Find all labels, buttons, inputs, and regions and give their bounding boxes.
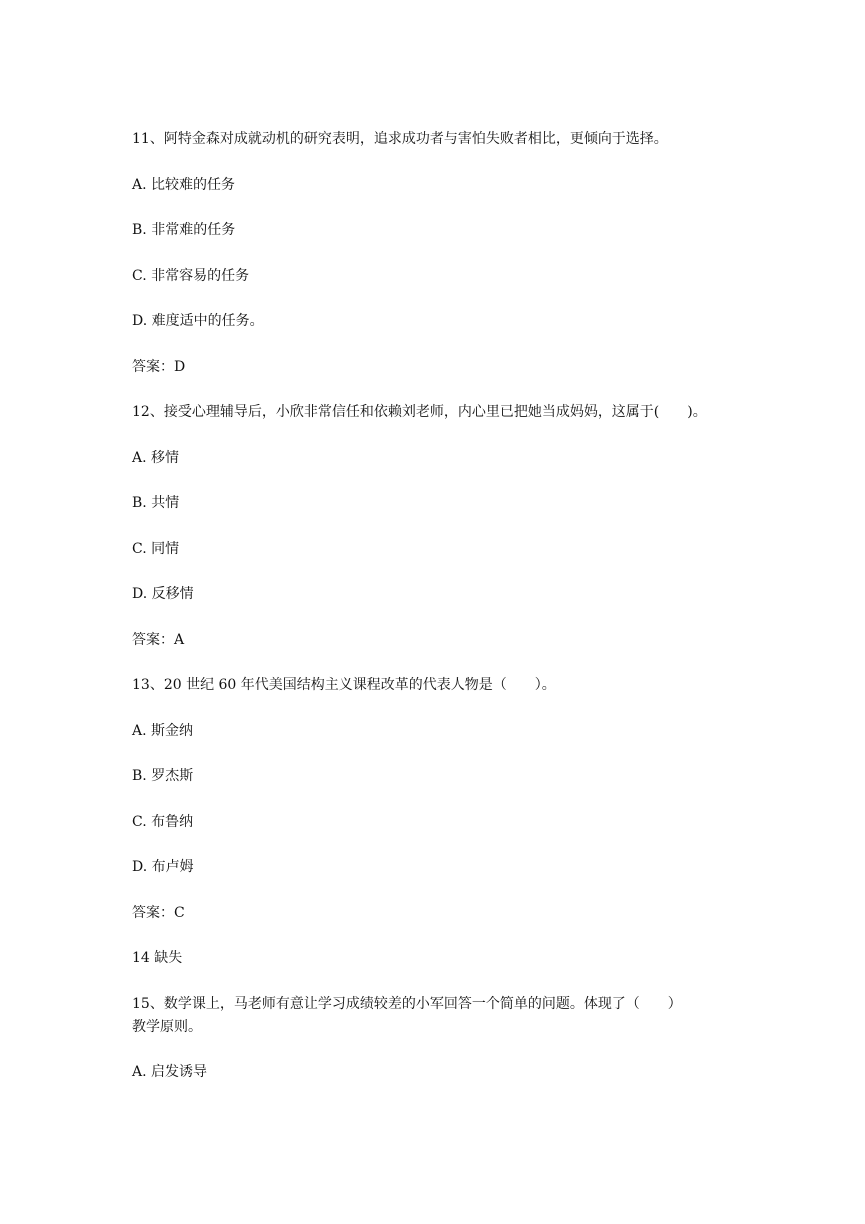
question-13-answer: 答案：C <box>132 905 185 921</box>
question-11-option-a: A. 比较难的任务 <box>132 177 236 193</box>
question-11-option-c: C. 非常容易的任务 <box>132 268 250 284</box>
question-15-stem-line-2: 教学原则。 <box>132 1019 202 1035</box>
question-11-answer: 答案：D <box>132 359 186 375</box>
question-13-option-b: B. 罗杰斯 <box>132 768 194 784</box>
question-13-option-a: A. 斯金纳 <box>132 723 194 739</box>
question-12-option-d: D. 反移情 <box>132 586 194 602</box>
question-12-answer: 答案：A <box>132 632 185 648</box>
question-13-option-d: D. 布卢姆 <box>132 859 194 875</box>
question-13-option-c: C. 布鲁纳 <box>132 814 194 830</box>
question-12-stem: 12、接受心理辅导后，小欣非常信任和依赖刘老师，内心里已把她当成妈妈，这属于( )。 <box>132 404 707 420</box>
question-11-option-d: D. 难度适中的任务。 <box>132 313 264 329</box>
question-15-stem-line-1: 15、数学课上，马老师有意让学习成绩较差的小军回答一个简单的问题。体现了（ ） <box>132 996 682 1012</box>
question-15-option-a: A. 启发诱导 <box>132 1064 208 1080</box>
question-12-option-c: C. 同情 <box>132 541 180 557</box>
question-14-stem: 14 缺失 <box>132 950 183 966</box>
question-13-stem: 13、20 世纪 60 年代美国结构主义课程改革的代表人物是（ ）。 <box>132 677 556 693</box>
question-12-option-b: B. 共情 <box>132 495 180 511</box>
question-11-stem: 11、阿特金森对成就动机的研究表明，追求成功者与害怕失败者相比，更倾向于选择。 <box>132 131 668 147</box>
question-12-option-a: A. 移情 <box>132 450 180 466</box>
question-11-option-b: B. 非常难的任务 <box>132 222 236 238</box>
